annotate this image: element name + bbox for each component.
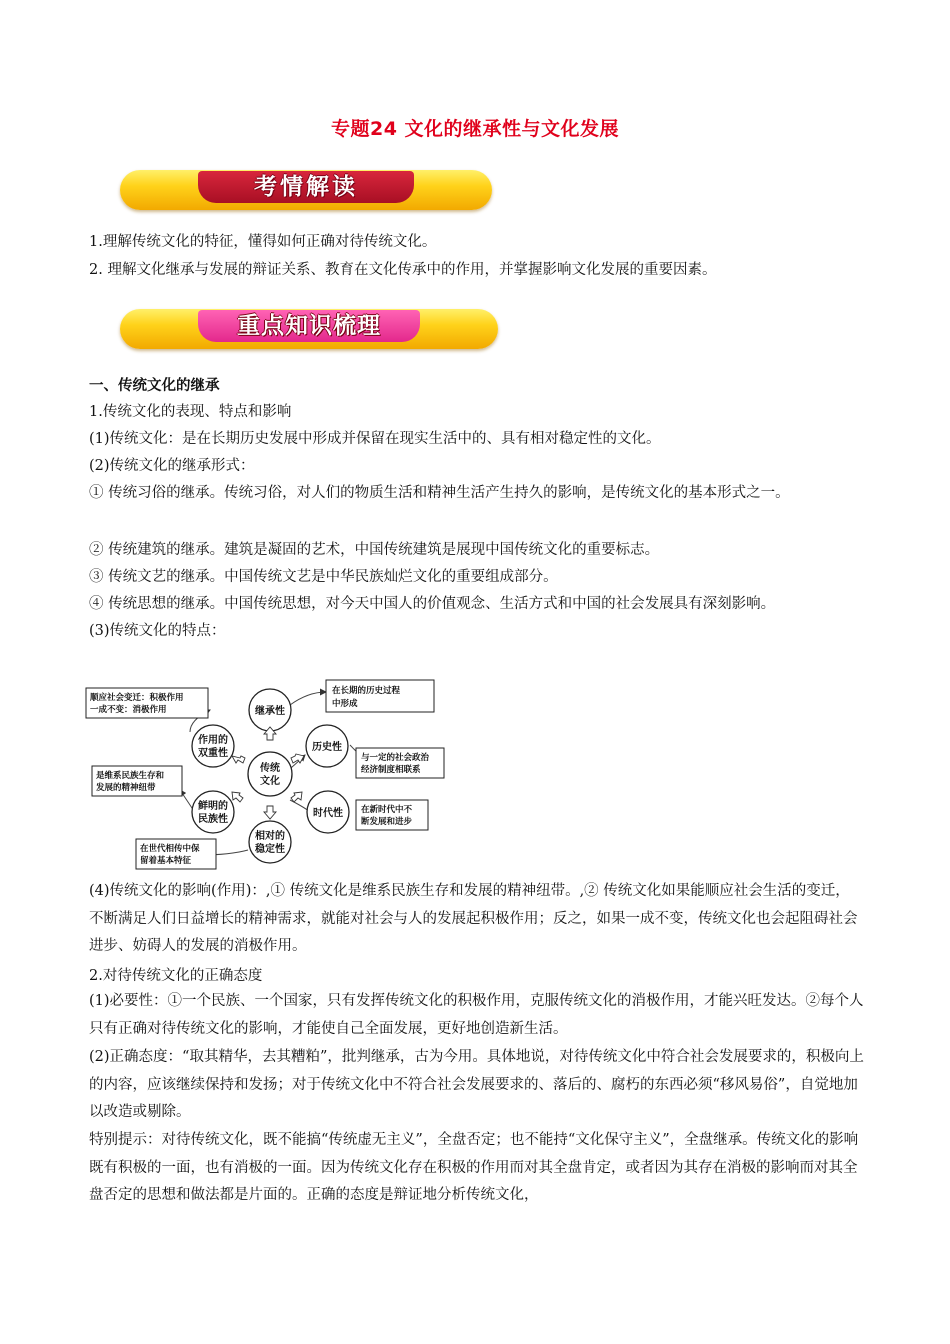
box-national-line-2: 发展的精神纽带	[96, 783, 156, 793]
banner-exam-analysis	[120, 170, 492, 210]
special-tip: 特别提示：对待传统文化，既不能搞“传统虚无主义”，全盘否定；也不能持“文化保守主义”，全盘继承。传统文化的影响既有积极的一面，也有消极的一面。因为传统文化存在积极的作用而对其全盘肯定，或者因为其存在消极的影响而对其全盘否定的思想和做法都是片面的。正确的态度是辩证地分析传统文化，	[89, 1132, 859, 1203]
node-stable-line-1: 相对的	[255, 831, 285, 842]
subheading-2: 2.对待传统文化的正确态度	[89, 968, 263, 984]
center-line-1: 传统	[260, 763, 280, 774]
box-inherit-line-2: 中形成	[332, 699, 358, 709]
box-era-line-2: 断发展和进步	[361, 817, 413, 827]
node-history: 历史性	[312, 742, 342, 753]
culture-features-diagram	[80, 670, 460, 880]
box-dual-line-2: 一成不变：消极作用	[90, 705, 167, 715]
form-architecture: ② 传统建筑的继承。建筑是凝固的艺术，中国传统建筑是展现中国传统文化的重要标志。	[89, 542, 660, 558]
attitude-correct: (2)正确态度：“取其精华，去其糟粕”，批判继承，古为今用。具体地说，对待传统文化中符合社会发展要求的，积极向上的内容，应该继续保持和发扬；对于传统文化中不符合社会发展要求的、落后的、腐朽的东西必须“移风易俗”，自觉地加以改造或剔除。	[89, 1049, 864, 1120]
node-stable-line-2: 稳定性	[255, 844, 285, 855]
objective-2: 2. 理解文化继承与发展的辩证关系、教育在文化传承中的作用，并掌握影响文化发展的重要因素。	[89, 262, 717, 278]
node-dual-line-2: 双重性	[198, 748, 228, 759]
banner-key-knowledge-label: 重点知识梳理	[198, 310, 420, 342]
node-inherit: 继承性	[255, 706, 285, 717]
section-heading: 一、传统文化的继承	[89, 378, 220, 394]
node-national-line-2: 民族性	[198, 814, 228, 825]
paragraph-features: (3)传统文化的特点：	[89, 623, 226, 639]
paragraph-definition: (1)传统文化：是在长期历史发展中形成并保留在现实生活中的、具有相对稳定性的文化。	[89, 431, 661, 447]
node-era: 时代性	[313, 808, 343, 819]
box-history-line-2: 经济制度相联系	[361, 765, 421, 775]
box-stable-line-2: 留着基本特征	[140, 856, 192, 866]
banner-key-knowledge	[120, 309, 498, 349]
page-title: 专题24 文化的继承性与文化发展	[330, 118, 620, 140]
form-thought: ④ 传统思想的继承。中国传统思想，对今天中国人的价值观念、生活方式和中国的社会发展具有深刻影响。	[89, 596, 776, 612]
form-customs: ① 传统习俗的继承。传统习俗，对人们的物质生活和精神生活产生持久的影响，是传统文化的基本形式之一。	[89, 485, 790, 501]
objective-1: 1.理解传统文化的特征，懂得如何正确对待传统文化。	[89, 234, 437, 250]
box-history-line-1: 与一定的社会政治	[361, 753, 430, 763]
banner-exam-analysis-label: 考情解读	[198, 171, 414, 203]
box-era-line-1: 在新时代中不	[361, 805, 413, 815]
paragraph-forms: (2)传统文化的继承形式：	[89, 458, 255, 474]
box-dual-line-1: 顺应社会变迁：积极作用	[90, 693, 184, 703]
form-literature-arts: ③ 传统文艺的继承。中国传统文艺是中华民族灿烂文化的重要组成部分。	[89, 569, 558, 585]
attitude-necessity: (1)必要性：①一个民族、一个国家，只有发挥传统文化的积极作用，克服传统文化的消极作用，才能兴旺发达。②每个人只有正确对待传统文化的影响，才能使自己全面发展，更好地创造新生活。	[89, 993, 864, 1037]
subheading-1: 1.传统文化的表现、特点和影响	[89, 404, 292, 420]
box-stable-line-1: 在世代相传中保	[140, 844, 200, 854]
center-line-2: 文化	[260, 776, 280, 787]
box-national-line-1: 是维系民族生存和	[96, 771, 165, 781]
box-inherit-line-1: 在长期的历史过程	[332, 686, 401, 696]
node-dual-line-1: 作用的	[198, 735, 228, 746]
node-national-line-1: 鲜明的	[198, 801, 228, 812]
paragraph-influence: (4)传统文化的影响(作用)：,① 传统文化是维系民族生存和发展的精神纽带。,② 传统文化如果能顺应社会生活的变迁，不断满足人们日益增长的精神需求，就能对社会与人的发展起积极作用；反之，如果一成不变，传统文化也会起阻碍社会进步、妨碍人的发展的消极作用。	[89, 883, 858, 954]
